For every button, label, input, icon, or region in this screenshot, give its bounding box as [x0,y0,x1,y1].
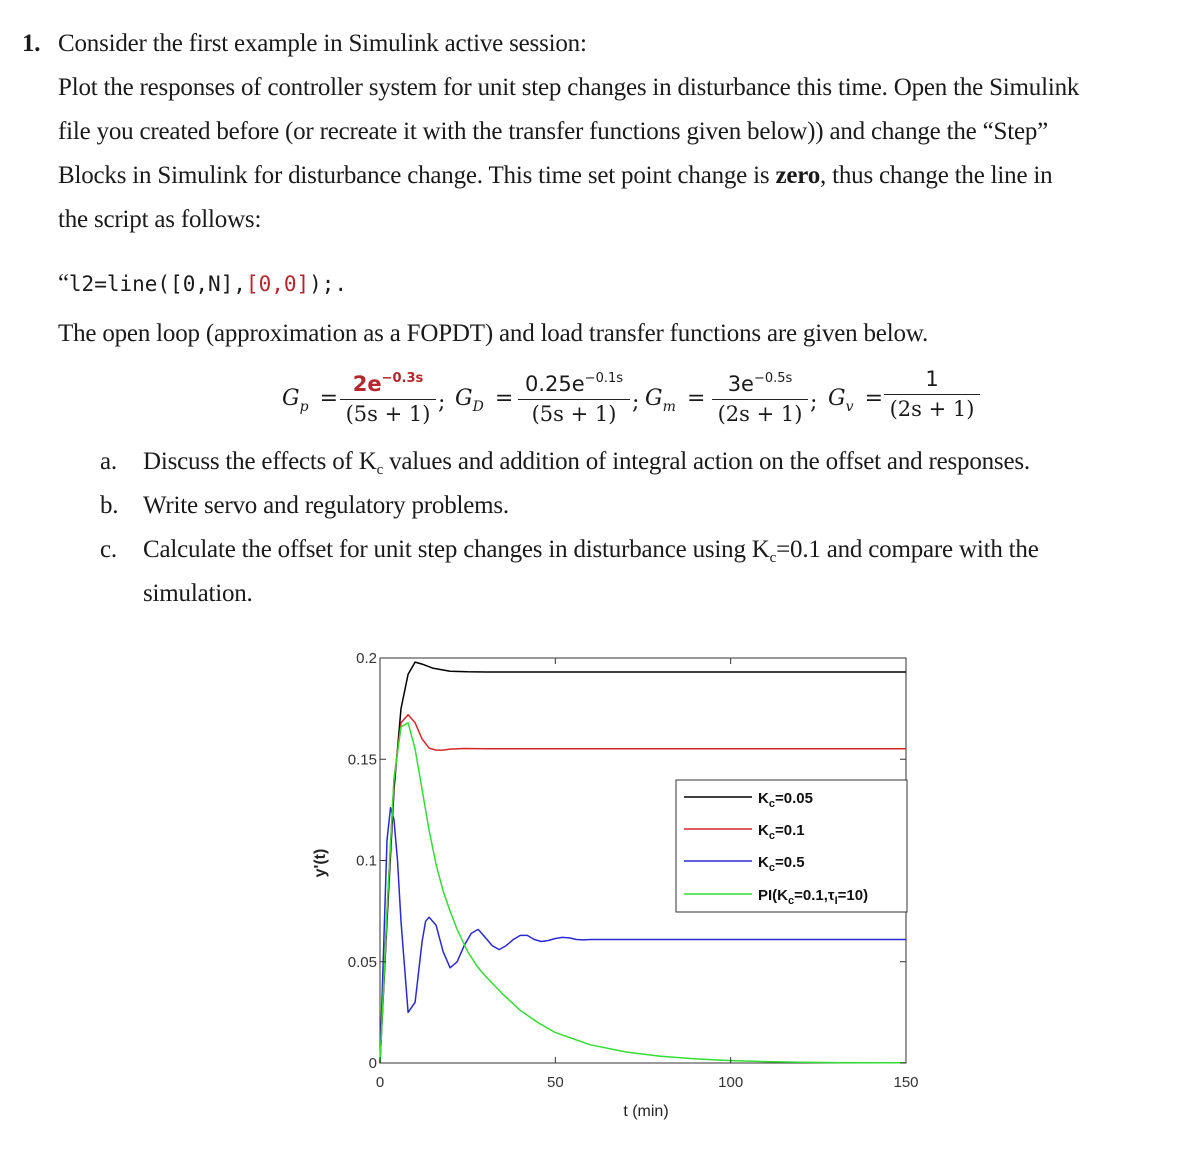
item-c-label: c. [100,536,117,563]
code-red-part: [0,0] [245,272,310,296]
y-tick-label-2: 0.05 [347,953,377,971]
gp-fraction: $2e^{-0.3s}$ (5s + 1) [340,366,436,427]
legend-entry-2: $K_c=0.1$ [758,822,805,842]
paragraph-line-4: the script as follows: [58,206,262,233]
y-tick-label-4: 0.15 [347,751,377,769]
legend-entry-4: $PI(K_c=0.1,\tau_I=10)$ [758,887,869,907]
x-tick-label-1: 0 [375,1074,385,1091]
gp-label: Gp = [282,386,339,415]
item-b-text: Write servo and regulatory problems. [143,492,509,519]
code-suffix: );. [309,272,348,296]
paragraph-line-3-tail: , thus change the line in [820,162,1053,189]
legend-entry-3: $K_c=0.5$ [758,854,805,874]
paragraph-line-3-text: Blocks in Simulink for disturbance change. This time set point change is [58,162,776,189]
item-c-continuation: simulation. [143,580,253,607]
y-tick-label-3: 0.1 [356,852,377,870]
legend-entry-1: $K_c=0.05$ [758,790,813,810]
x-tick-label-4: 150 [893,1074,919,1091]
response-chart [0,640,1197,1140]
code-line [58,270,347,298]
question-title: Consider the first example in Simulink active session: [58,30,587,57]
x-tick-label-3: 100 [718,1074,744,1091]
bold-zero: zero [775,162,821,189]
item-c-text: Calculate the offset for unit step changes in disturbance using $K_c=0.1$ and compare with the [143,536,1039,566]
x-axis-label: t (min) [623,1103,669,1120]
tf-intro: The open loop (approximation as a FOPDT) and load transfer functions are given below. [58,320,929,347]
gd-sep: ; [632,390,640,415]
x-tick-label-2: 50 [546,1074,564,1091]
question-number: 1. [22,30,41,57]
gd-label: GD = [455,386,514,415]
item-a-text: Discuss the effects of $K_c$ values and addition of integral action on the offset and responses. [143,448,1030,478]
y-tick-label-1: 0 [368,1055,377,1072]
legend [676,780,907,912]
gp-sep: ; [438,390,446,415]
paragraph-line-3 [58,162,1052,190]
item-b-label: b. [100,492,119,519]
gm-fraction: $3e^{-0.5s}$ (2s + 1) [712,366,808,427]
y-tick-label-5: 0.2 [356,650,377,667]
gd-fraction: $0.25e^{-0.1s}$ (5s + 1) [518,366,630,427]
code-open-quote: “ [58,270,69,297]
code-prefix: l2=line([0,N], [68,272,246,296]
y-axis-label: y'(t) [312,848,329,878]
paragraph-line-2: file you created before (or recreate it with the transfer functions given below)) and change the “Step” [58,118,1049,145]
gv-label: Gv = [828,386,884,415]
item-a-label: a. [100,448,117,475]
gm-label: Gm = [645,386,706,415]
gm-sep: ; [810,390,818,415]
paragraph-line-1: Plot the responses of controller system for unit step changes in disturbance this time. Open the Simulink [58,74,1080,101]
gv-fraction: 1 (2s + 1) [884,366,980,422]
